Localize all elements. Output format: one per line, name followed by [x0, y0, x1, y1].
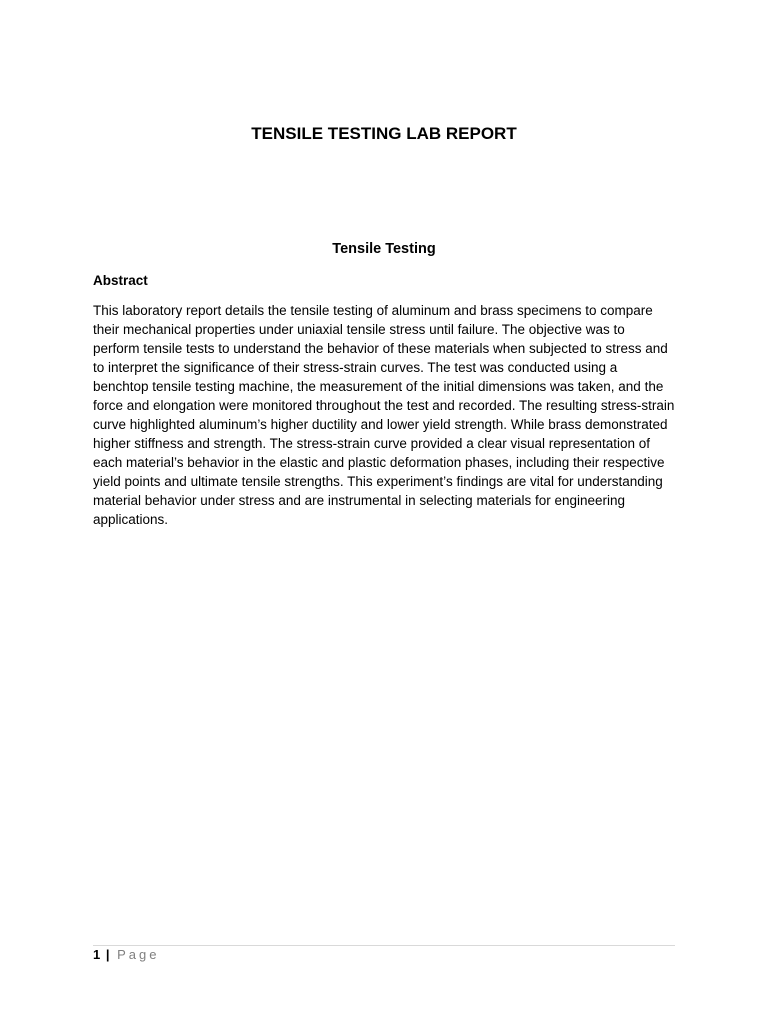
page-label: Page	[117, 947, 160, 962]
document-title: TENSILE TESTING LAB REPORT	[251, 124, 517, 143]
footer-separator: |	[105, 947, 110, 962]
abstract-heading: Abstract	[93, 273, 148, 288]
section-heading: Tensile Testing	[332, 241, 436, 257]
page-number: 1	[93, 947, 101, 962]
abstract-paragraph: This laboratory report details the tensile testing of aluminum and brass specimens to compare their mechanical properties under uniaxial tensile stress until failure. The objective was to perform tensile tests to understand the behavior of these materials when subjected to stress and to interpret the significance of their stress-strain curves. The test was conducted using a benchtop tensile testing machine, the measurement of the initial dimensions was taken, and the force and elongation were monitored throughout the test and recorded. The resulting stress-strain curve highlighted aluminum’s higher ductility and lower yield strength. While brass demonstrated higher stiffness and strength. The stress-strain curve provided a clear visual representation of each material’s behavior in the elastic and plastic deformation phases, including their respective yield points and ultimate tensile strengths. This experiment’s findings are vital for understanding material behavior under stress and are instrumental in selecting materials for engineering applications.	[93, 303, 675, 527]
page-footer	[93, 947, 160, 962]
footer-divider	[93, 945, 675, 946]
